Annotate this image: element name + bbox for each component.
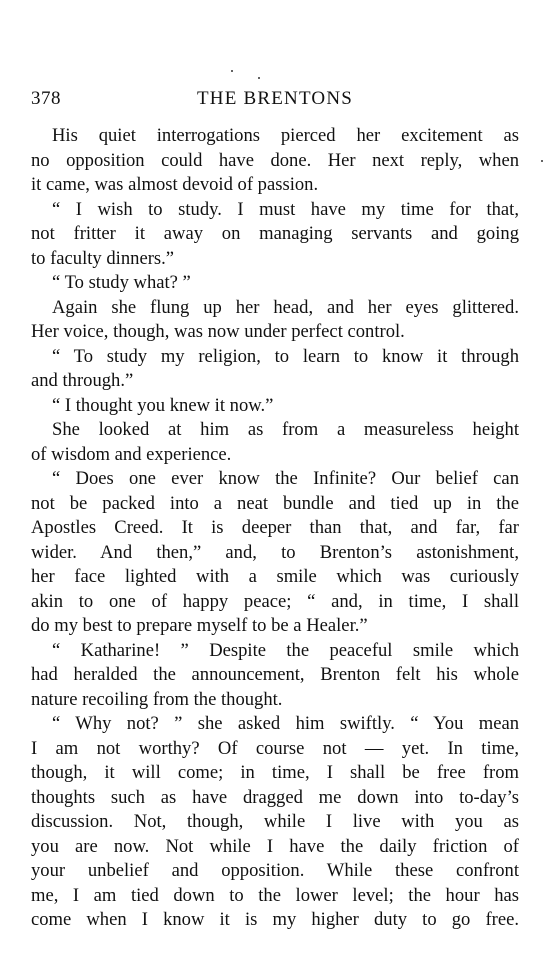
text-line: do my best to prepare myself to be a Healer.” bbox=[31, 615, 368, 636]
text-line: discussion. Not, though, while I live with you as bbox=[31, 811, 519, 832]
text-line: His quiet interrogations pierced her excitement as bbox=[52, 125, 519, 146]
print-speck bbox=[258, 77, 260, 79]
text-line: not be packed into a neat bundle and tied up in the bbox=[31, 492, 519, 514]
text-line: akin to one of happy peace; “ and, in time, I shall bbox=[31, 590, 519, 612]
print-speck bbox=[231, 70, 233, 72]
text-line: nature recoiling from the thought. bbox=[31, 688, 283, 710]
text-line: not fritter it away on managing servants and going bbox=[31, 223, 519, 244]
text-line: “ To study what? ” bbox=[52, 272, 191, 293]
text-line: no opposition could have done. Her next reply, when bbox=[31, 149, 519, 171]
text-line: though, it will come; in time, I shall be free from bbox=[31, 762, 519, 783]
text-line: wider. And then,” and, to Brenton’s astonishment, bbox=[31, 541, 519, 563]
text-line: Her voice, though, was now under perfect control. bbox=[31, 321, 405, 342]
text-line: and through.” bbox=[31, 370, 134, 391]
text-line: your unbelief and opposition. While these confront bbox=[31, 860, 519, 881]
text-line: thoughts such as have dragged me down into to-day’s bbox=[31, 786, 519, 808]
text-line: me, I am tied down to the lower level; the hour has bbox=[31, 884, 519, 906]
print-speck bbox=[541, 160, 543, 162]
text-line: “ Why not? ” she asked him swiftly. “ You mean bbox=[52, 713, 519, 734]
text-line: Again she flung up her head, and her eyes glittered. bbox=[52, 296, 519, 318]
text-line: Apostles Creed. It is deeper than that, and far, far bbox=[31, 517, 519, 538]
page-header bbox=[31, 88, 519, 114]
text-line: it came, was almost devoid of passion. bbox=[31, 174, 319, 195]
text-line: come when I know it is my higher duty to go free. bbox=[31, 909, 519, 930]
page-number: 378 bbox=[31, 88, 61, 109]
text-line: I am not worthy? Of course not — yet. In time, bbox=[31, 737, 519, 759]
text-line: She looked at him as from a measureless height bbox=[52, 419, 519, 440]
running-title: THE BRENTONS bbox=[196, 88, 354, 109]
text-line: her face lighted with a smile which was curiously bbox=[31, 566, 519, 587]
text-line: “ To study my religion, to learn to know it through bbox=[52, 345, 519, 367]
text-line: to faculty dinners.” bbox=[31, 247, 175, 269]
text-line: “ Does one ever know the Infinite? Our belief can bbox=[52, 468, 519, 489]
text-line: had heralded the announcement, Brenton felt his whole bbox=[31, 664, 519, 685]
text-line: “ I wish to study. I must have my time for that, bbox=[52, 198, 519, 220]
text-line: “ I thought you knew it now.” bbox=[52, 394, 274, 416]
body-text bbox=[31, 124, 519, 933]
text-line: of wisdom and experience. bbox=[31, 443, 232, 465]
text-line: “ Katharine! ” Despite the peaceful smile which bbox=[52, 639, 519, 661]
text-line: you are now. Not while I have the daily friction of bbox=[31, 835, 519, 857]
